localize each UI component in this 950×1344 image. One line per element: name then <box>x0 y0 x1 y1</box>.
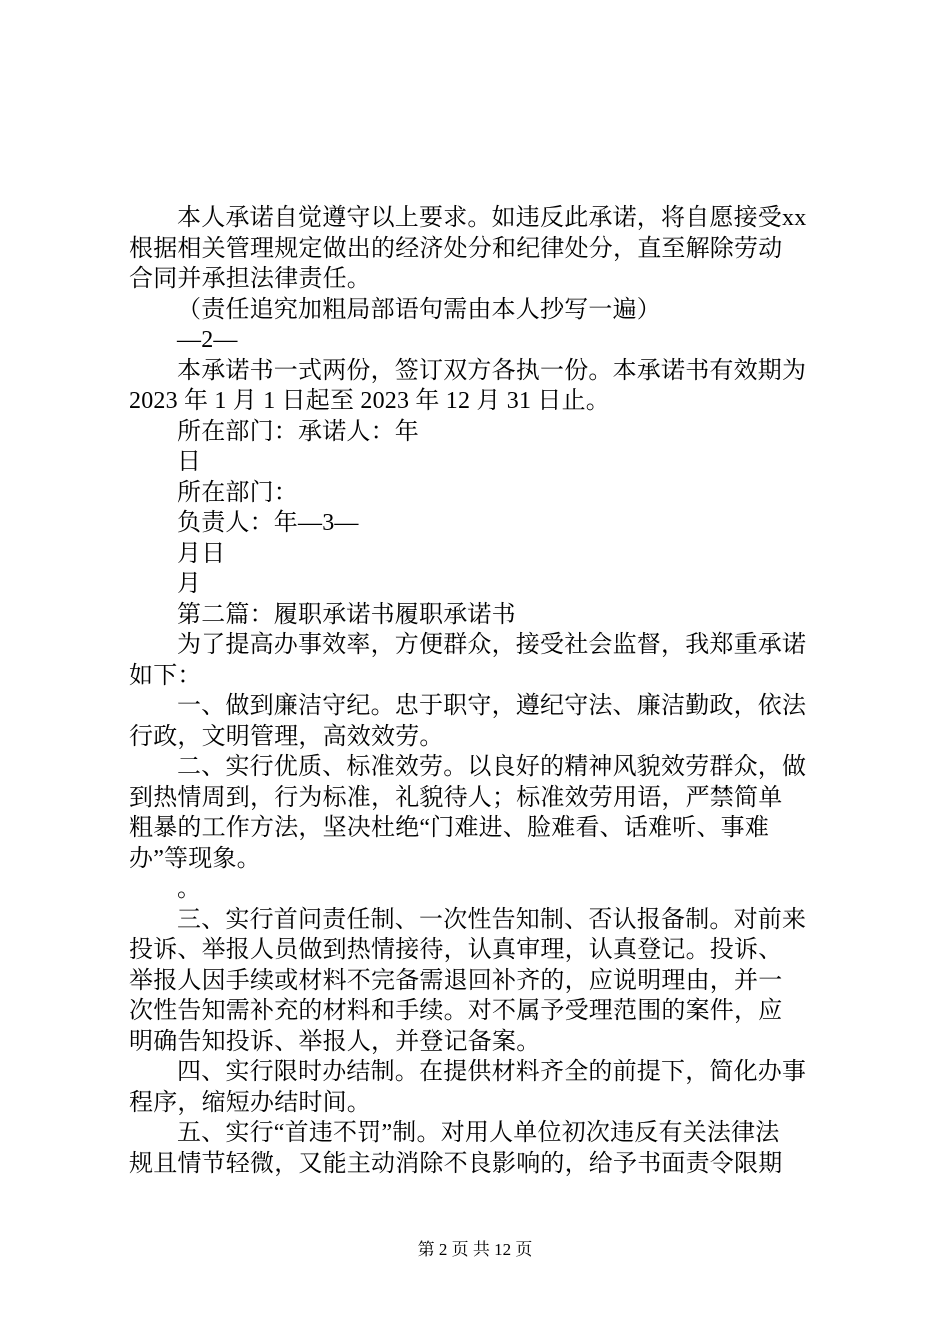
page-footer <box>0 1240 950 1260</box>
signature-line: 月日 <box>177 540 226 567</box>
document-body <box>129 203 831 1179</box>
signature-line: 月 <box>177 571 202 597</box>
text-line: 本承诺书一式两份，签订双方各执一份。本承诺书有效期为 <box>177 357 807 384</box>
text-line: 规且情节轻微，又能主动消除不良影响的，给予书面责令限期 <box>129 1150 783 1177</box>
text-line: 明确告知投诉、举报人，并登记备案。 <box>129 1028 541 1055</box>
text-line: 根据相关管理规定做出的经济处分和纪律处分，直至解除劳动 <box>129 235 783 262</box>
page-marker-line: —2— <box>177 327 238 353</box>
text-line: 行政，文明管理，高效效劳。 <box>129 723 444 750</box>
text-line: 合同并承担法律责任。 <box>129 266 371 292</box>
text-line: 五、实行“首违不罚”制。对用人单位初次违反有关法律法 <box>177 1120 780 1146</box>
text-line: 粗暴的工作方法，坚决杜绝“门难进、脸难看、话难听、事难 <box>129 815 770 841</box>
text-line: 一、做到廉洁守纪。忠于职守，遵纪守法、廉洁勤政，依法 <box>177 693 807 719</box>
text-line: 次性告知需补充的材料和手续。对不属予受理范围的案件，应 <box>129 998 783 1024</box>
signature-line: 负责人：年—3— <box>177 510 359 536</box>
text-line: 四、实行限时办结制。在提供材料齐全的前提下，简化办事 <box>177 1059 807 1085</box>
text-line: 到热情周到，行为标准，礼貌待人；标准效劳用语，严禁简单 <box>129 784 783 811</box>
text-line: 为了提高办事效率，方便群众，接受社会监督，我郑重承诺 <box>177 632 807 658</box>
text-line: （责任追究加粗局部语句需由本人抄写一遍） <box>177 296 661 323</box>
text-line: 如下： <box>129 662 202 689</box>
signature-line: 所在部门： <box>177 479 298 506</box>
section-heading: 第二篇：履职承诺书履职承诺书 <box>177 601 516 628</box>
text-line: 举报人因手续或材料不完备需退回补齐的，应说明理由，并一 <box>129 967 783 994</box>
page-indicator: 第 2 页 共 12 页 <box>417 1240 533 1259</box>
text-line: 本人承诺自觉遵守以上要求。如违反此承诺，将自愿接受xx <box>177 205 807 231</box>
text-line: 三、实行首问责任制、一次性告知制、否认报备制。对前来 <box>177 906 807 933</box>
text-line: 。 <box>177 876 202 902</box>
text-line: 2023 年 1 月 1 日起至 2023 年 12 月 31 日止。 <box>129 388 610 414</box>
text-line: 办”等现象。 <box>129 845 261 872</box>
text-line: 投诉、举报人员做到热情接待，认真审理，认真登记。投诉、 <box>129 937 783 963</box>
signature-line: 所在部门：承诺人：年 <box>177 418 419 445</box>
text-line: 二、实行优质、标准效劳。以良好的精神风貌效劳群众，做 <box>177 754 807 780</box>
signature-line: 日 <box>177 449 202 475</box>
text-line: 程序，缩短办结时间。 <box>129 1089 371 1116</box>
